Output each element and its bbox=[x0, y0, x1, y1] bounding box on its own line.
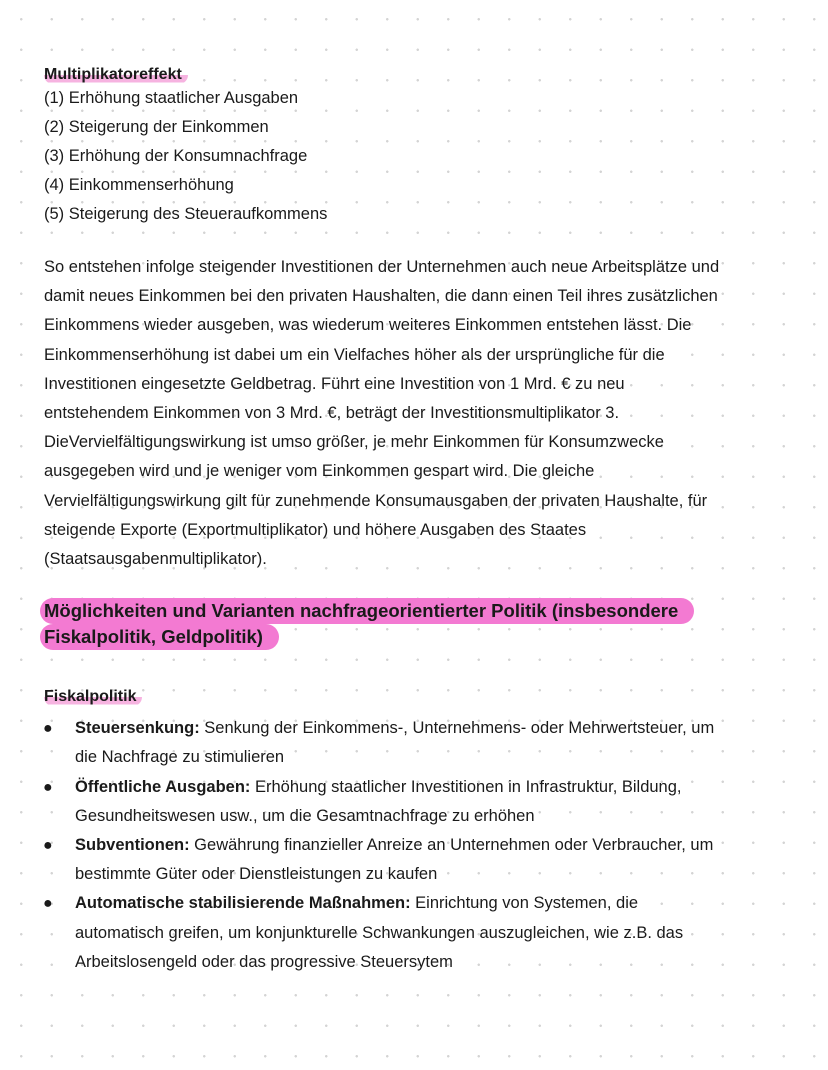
fiskal-heading bbox=[44, 688, 784, 706]
item-title: Automatische stabilisierende Maßnahmen: bbox=[75, 894, 411, 913]
section-title-line-2: Fiskalpolitik, Geldpolitik) bbox=[40, 624, 279, 650]
list-item bbox=[44, 831, 784, 889]
item-text: bestimmte Güter oder Dienstleistungen zu kaufen bbox=[75, 865, 438, 884]
item-text: Gesundheitswesen usw., um die Gesamtnachfrage zu erhöhen bbox=[75, 806, 535, 825]
bullet-icon: ● bbox=[43, 778, 53, 796]
paragraph-line: damit neues Einkommen bei den privaten Haushalten, die dann einen Teil ihres zusätzlichen bbox=[44, 287, 718, 306]
list-item bbox=[44, 773, 784, 831]
item-title: Steuersenkung: bbox=[75, 719, 200, 738]
item-title: Öffentliche Ausgaben: bbox=[75, 777, 251, 796]
item-text: Erhöhung staatlicher Investitionen in Infrastruktur, Bildung, bbox=[250, 777, 682, 796]
item-text: die Nachfrage zu stimulieren bbox=[75, 748, 285, 767]
paragraph-line: Vervielfältigungswirkung gilt für zunehmende Konsumausgaben der privaten Haushalte, für bbox=[44, 491, 708, 510]
fiskal-heading-text: Fiskalpolitik bbox=[44, 688, 142, 706]
paragraph-line: ausgegeben wird und je weniger vom Einkommen gespart wird. Die gleiche bbox=[44, 462, 595, 481]
paragraph-line: entstehendem Einkommen von 3 Mrd. €, beträgt der Investitionsmultiplikator 3. bbox=[44, 404, 620, 423]
multiplikator-heading-text: Multiplikatoreffekt bbox=[44, 66, 188, 84]
step-item: (5) Steigerung des Steueraufkommens bbox=[44, 205, 328, 223]
paragraph-line: (Staatsausgabenmultiplikator). bbox=[44, 550, 267, 569]
item-text: Senkung der Einkommens-, Unternehmens- oder Mehrwertsteuer, um bbox=[199, 719, 715, 738]
step-item: (3) Erhöhung der Konsumnachfrage bbox=[44, 147, 308, 165]
item-text: Einrichtung von Systemen, die bbox=[410, 894, 639, 913]
multiplikator-steps bbox=[44, 84, 784, 229]
item-text: Gewährung finanzieller Anreize an Unternehmen oder Verbraucher, um bbox=[189, 836, 714, 855]
item-text: Arbeitslosengeld oder das progressive Steuersytem bbox=[75, 952, 453, 971]
step-item: (4) Einkommenserhöhung bbox=[44, 176, 234, 194]
list-item bbox=[44, 889, 784, 977]
section-title-line-1: Möglichkeiten und Varianten nachfrageorientierter Politik (insbesondere bbox=[40, 598, 694, 624]
step-item: (2) Steigerung der Einkommen bbox=[44, 118, 269, 136]
paragraph-line: Einkommens wieder ausgeben, was wiederum weiteres Einkommen entstehen lässt. Die bbox=[44, 316, 692, 335]
multiplikator-paragraph bbox=[44, 253, 784, 574]
paragraph-line: DieVervielfältigungswirkung ist umso größer, je mehr Einkommen für Konsumzwecke bbox=[44, 433, 664, 452]
document-page bbox=[44, 66, 784, 977]
paragraph-line: Einkommenserhöhung ist dabei um ein Vielfaches höher als der ursprüngliche für die bbox=[44, 345, 665, 364]
bullet-icon: ● bbox=[43, 720, 53, 738]
section-title bbox=[44, 598, 784, 650]
paragraph-line: steigende Exporte (Exportmultiplikator) und höhere Ausgaben des Staates bbox=[44, 520, 587, 539]
paragraph-line: Investitionen eingesetzte Geldbetrag. Führt eine Investition von 1 Mrd. € zu neu bbox=[44, 374, 625, 393]
step-item: (1) Erhöhung staatlicher Ausgaben bbox=[44, 89, 299, 107]
fiskal-list bbox=[44, 714, 784, 977]
item-title: Subventionen: bbox=[75, 836, 190, 855]
paragraph-line: So entstehen infolge steigender Investitionen der Unternehmen auch neue Arbeitsplätze und bbox=[44, 258, 720, 276]
item-text: automatisch greifen, um konjunkturelle Schwankungen auszugleichen, wie z.B. das bbox=[75, 923, 684, 942]
multiplikator-heading bbox=[44, 66, 784, 84]
list-item bbox=[44, 714, 784, 772]
bullet-icon: ● bbox=[43, 837, 53, 855]
bullet-icon: ● bbox=[43, 895, 53, 913]
